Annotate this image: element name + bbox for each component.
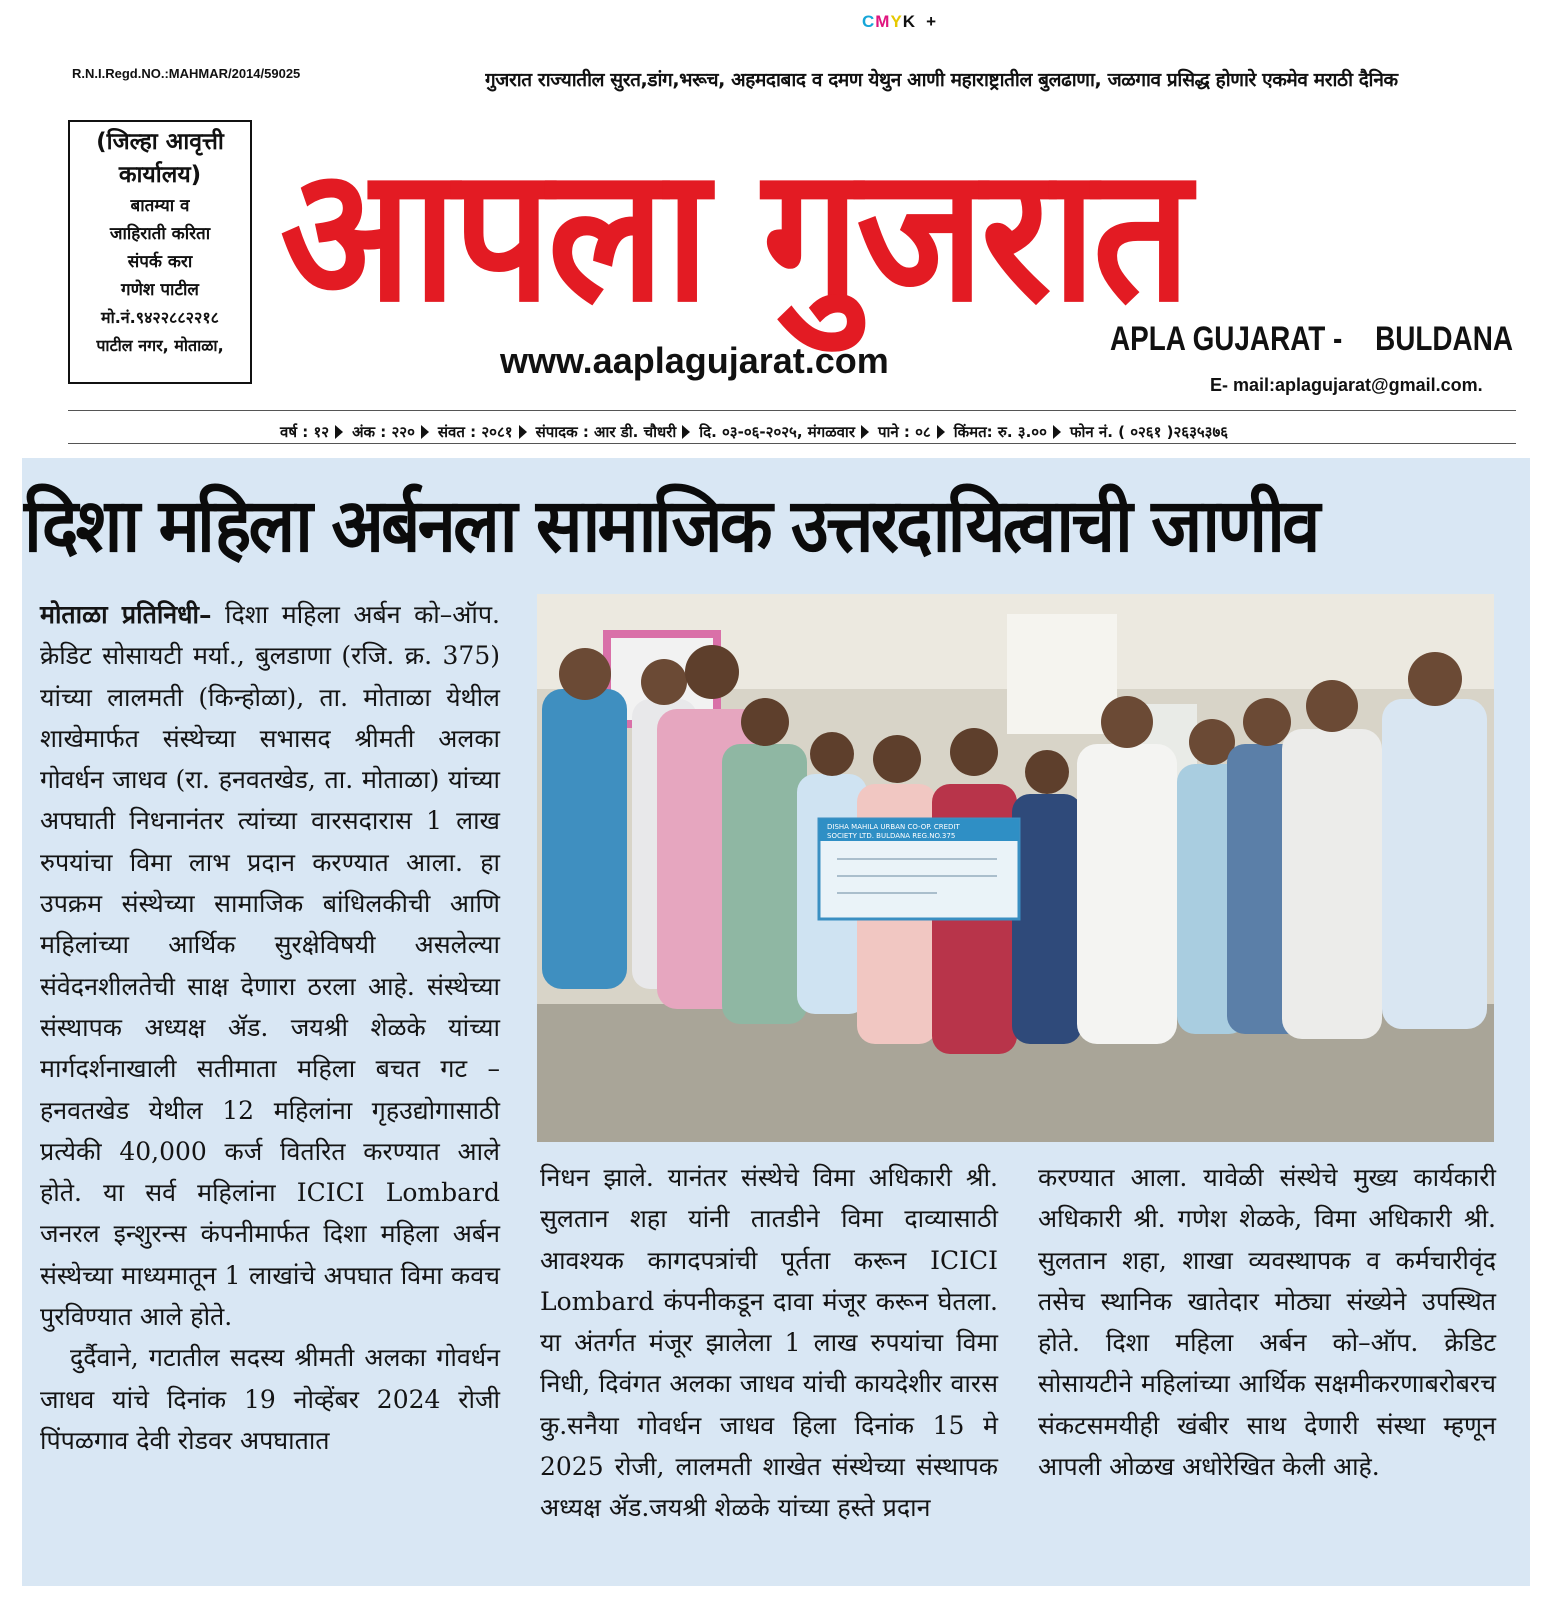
arrow-right-icon: [519, 425, 527, 439]
article-paragraph: [40, 594, 500, 1337]
arrow-right-icon: [335, 425, 343, 439]
newspaper-masthead: आपला गुजरात: [280, 126, 1188, 343]
page-count: पाने : ०८: [877, 423, 931, 441]
issue-info-bar: [280, 422, 1520, 442]
cheque-text: SOCIETY LTD. BULDANA REG.NO.375: [827, 832, 956, 840]
arrow-right-icon: [937, 425, 945, 439]
rni-registration-number: R.N.I.Regd.NO.:MAHMAR/2014/59025: [72, 66, 301, 81]
email-address[interactable]: E- mail:aplagujarat@gmail.com.: [1210, 375, 1483, 395]
arrow-right-icon: [861, 425, 869, 439]
edition-label: [1110, 320, 1513, 359]
header-rule-top: [68, 410, 1516, 411]
edition-city: BULDANA: [1375, 320, 1513, 358]
article-photo: [537, 594, 1494, 1142]
year-info: वर्ष : १२: [280, 423, 330, 441]
office-box-line: जाहिराती करिता: [109, 224, 211, 244]
office-box-line: बातम्या व: [130, 196, 190, 216]
office-box-line: कार्यालय): [118, 162, 202, 188]
office-box-line: (जिल्हा आवृत्ती: [96, 129, 224, 155]
editor-info: संपादक : आर डी. चौधरी: [535, 423, 677, 441]
arrow-right-icon: [421, 425, 429, 439]
article-body-text: दिशा महिला अर्बन को–ऑप. क्रेडिट सोसायटी मर्या., बुलडाणा (रजि. क्र. 375) यांच्या लालमती (किन्होळा), ता. मोताळा येथील शाखेमार्फत संस्थेच्या सभासद श्रीमती अलका गोवर्धन जाधव (रा. हनवतखेड, ता. मोताळा) यांच्या अपघाती निधनानंतर त्यांच्या वारसदारास 1 लाख रुपयांचा विमा लाभ प्रदान करण्यात आला. हा उपक्रम संस्थेच्या सामाजिक बांधिलकीची आणि महिलांच्या आर्थिक सुरक्षेविषयी असलेल्या संवेदनशीलतेची साक्ष देणारा ठरला आहे. संस्थेच्या संस्थापक अध्यक्ष ॲड. जयश्री शेळके यांच्या मार्गदर्शनाखाली सतीमाता महिला बचत गट – हनवतखेड येथील 12 महिलांना गृहउद्योगासाठी प्रत्येकी 40,000 कर्ज वितरित करण्यात आले होते. या सर्व महिलांना ICICI Lombard जनरल इन्शुरन्स कंपनीमार्फत दिशा महिला अर्बन संस्थेच्या माध्यमातून 1 लाखांचे अपघात विमा कवच पुरविण्यात आले होते.: [40, 600, 501, 1332]
issue-date: दि. ०३-०६-२०२५, मंगळवार: [699, 423, 855, 441]
article-column-3: [1038, 1157, 1496, 1487]
article-column-2: [540, 1157, 998, 1529]
article-headline: दिशा महिला अर्बनला सामाजिक उत्तरदायित्वाची जाणीव: [24, 483, 1318, 569]
arrow-right-icon: [1053, 425, 1061, 439]
office-box-phone: मो.नं.९४२२८८२२१८: [101, 308, 219, 327]
paper-name-latin: APLA GUJARAT -: [1110, 320, 1343, 358]
samvat-info: संवत : २०८१: [437, 423, 513, 441]
cheque-text: DISHA MAHILA URBAN CO-OP. CREDIT: [827, 823, 960, 831]
article-body-text: करण्यात आला. यावेळी संस्थेचे मुख्य कार्यकारी अधिकारी श्री. गणेश शेळके, विमा अधिकारी श्री. सुलतान शहा, शाखा व्यवस्थापक व कर्मचारीवृंद तसेच स्थानिक खातेदार मोठ्या संख्येने उपस्थित होते. दिशा महिला अर्बन को–ऑप. क्रेडिट सोसायटीने महिलांच्या आर्थिक सक्षमीकरणाबरोबरच संकटसमयीही खंबीर साथ देणारी संस्था म्हणून आपली ओळख अधोरेखित केली आहे.: [1038, 1163, 1496, 1482]
article-body-text: दुर्दैवाने, गटातील सदस्य श्रीमती अलका गोवर्धन जाधव यांचे दिनांक 19 नोव्हेंबर 2024 रोजी पिंपळगाव देवी रोडवर अपघातात: [40, 1343, 500, 1455]
cmyk-registration-mark: CMYK +: [862, 12, 938, 31]
office-box-address: पाटील नगर, मोताळा,: [96, 336, 224, 355]
article-body-text: निधन झाले. यानंतर संस्थेचे विमा अधिकारी श्री. सुलतान शहा यांनी तातडीने विमा दाव्यासाठी आवश्यक कागदपत्रांची पूर्तता करून ICICI Lombard कंपनीकडून दावा मंजूर करून घेतला. या अंतर्गत मंजूर झालेला 1 लाख रुपयांचा विमा निधी, दिवंगत अलका जाधव यांची कायदेशीर वारस कु.सनैया गोवर्धन जाधव हिला दिनांक 15 मे 2025 रोजी, लालमती शाखेत संस्थेच्या संस्थापक अध्यक्ष ॲड.जयश्री शेळके यांच्या हस्ते प्रदान: [540, 1163, 998, 1523]
price-info: किंमत: रु. ३.००: [953, 423, 1047, 441]
office-box-line: संपर्क करा: [127, 252, 193, 272]
masthead-tagline: गुजरात राज्यातील सुरत,डांग,भरूच, अहमदाबाद व दमण येथुन आणी महाराष्ट्रातील बुलढाणा, जळगाव प्रसिद्ध होणारे एकमेव मराठी दैनिक: [485, 69, 1398, 91]
article-column-1: [40, 594, 500, 1461]
phone-info: फोन नं. ( ०२६१ )२६३५३७६: [1069, 423, 1229, 441]
article-dateline: मोताळा प्रतिनिधी–: [40, 600, 212, 629]
district-office-box: [68, 120, 252, 384]
website-url[interactable]: www.aaplagujarat.com: [500, 340, 889, 381]
issue-number: अंक : २२०: [352, 423, 415, 441]
office-box-line: गणेश पाटील: [121, 280, 199, 300]
header-rule-bottom: [68, 443, 1516, 444]
arrow-right-icon: [682, 425, 690, 439]
